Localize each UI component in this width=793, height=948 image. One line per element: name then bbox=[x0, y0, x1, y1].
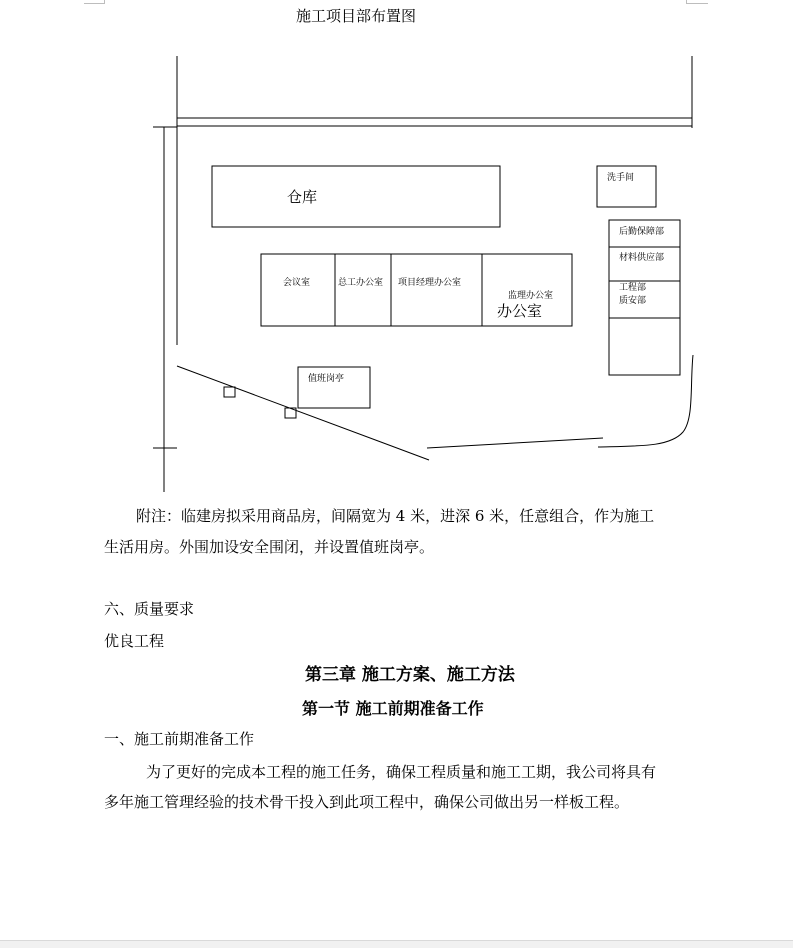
quality-requirement-heading: 六、质量要求 bbox=[104, 600, 195, 618]
warehouse-building bbox=[212, 166, 500, 227]
office-label: 办公室 bbox=[497, 302, 543, 320]
general-office-label: 总工办公室 bbox=[338, 278, 384, 288]
meeting-room-label: 会议室 bbox=[283, 278, 311, 288]
quality-safety-dept-label: 质安部 bbox=[619, 296, 647, 306]
bottom-boundary-line bbox=[427, 438, 603, 448]
materials-dept-label: 材料供应部 bbox=[619, 253, 665, 263]
fence-diagonal-line bbox=[177, 366, 429, 460]
prep-subheading: 一、施工前期准备工作 bbox=[104, 730, 255, 748]
prep-paragraph-line-2: 多年施工管理经验的技术骨干投入到此项工程中，确保公司做出另一样板工程。 bbox=[104, 793, 630, 811]
note-line-2: 生活用房。外围加设安全围闭，并设置值班岗亭。 bbox=[104, 538, 435, 556]
supervision-office-label: 监理办公室 bbox=[508, 291, 554, 301]
gate-post-1 bbox=[224, 387, 235, 397]
engineering-dept-label: 工程部 bbox=[619, 283, 647, 293]
section-title: 第一节 施工前期准备工作 bbox=[302, 699, 484, 718]
right-curved-boundary bbox=[598, 355, 693, 447]
logistics-dept-label: 后勤保障部 bbox=[619, 227, 665, 237]
guard-booth-label: 值班岗亭 bbox=[308, 374, 345, 384]
note-line-1: 附注：临建房拟采用商品房，间隔宽为 4 米，进深 6 米，任意组合，作为施工 bbox=[136, 507, 655, 525]
quality-requirement-content: 优良工程 bbox=[104, 632, 165, 650]
prep-paragraph-line-1: 为了更好的完成本工程的施工任务，确保工程质量和施工工期，我公司将具有 bbox=[146, 763, 657, 781]
chapter-title: 第三章 施工方案、施工方法 bbox=[305, 665, 515, 685]
warehouse-label: 仓库 bbox=[287, 188, 318, 206]
pm-office-label: 项目经理办公室 bbox=[398, 278, 462, 288]
washroom-label: 洗手间 bbox=[607, 173, 635, 183]
diagram-title: 施工项目部布置图 bbox=[296, 7, 417, 25]
